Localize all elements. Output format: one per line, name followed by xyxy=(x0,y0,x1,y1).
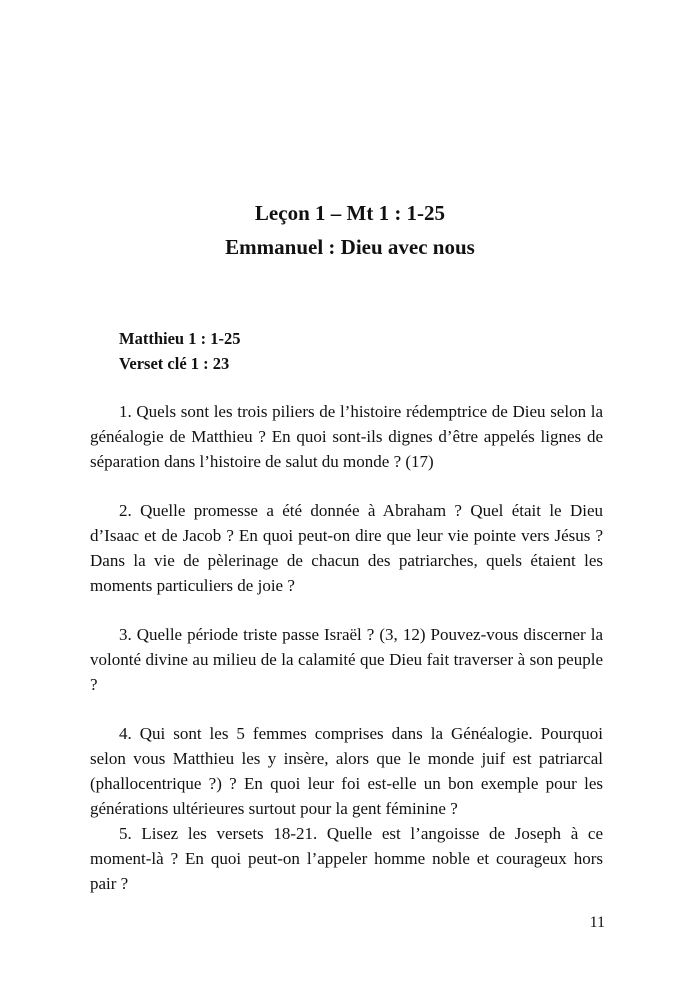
question-5: 5. Lisez les versets 18-21. Quelle est l’angoisse de Joseph à ce moment-là ? En quoi peut-on l’appeler homme noble et courageux hors pair ? xyxy=(90,824,603,893)
lesson-heading xyxy=(0,196,700,264)
question-4: 4. Qui sont les 5 femmes comprises dans la Généalogie. Pourquoi selon vous Matthieu les y insère, alors que le monde juif est patriarcal (phallocentrique ?) ? En quoi leur foi est-elle un bon exemple pour les générations ultérieures surtout pour la gent féminine ? xyxy=(90,724,603,818)
key-verse-reference: Verset clé 1 : 23 xyxy=(119,354,230,373)
question-2: 2. Quelle promesse a été donnée à Abraham ? Quel était le Dieu d’Isaac et de Jacob ? En quoi peut-on dire que leur vie pointe vers Jésus ? Dans la vie de pèlerinage de chacun des patriarches, quels étaient les moments particuliers de joie ? xyxy=(90,501,603,595)
page-number: 11 xyxy=(589,914,605,931)
question-3: 3. Quelle période triste passe Israël ? (3, 12) Pouvez-vous discerner la volonté divine au milieu de la calamité que Dieu fait traverser à son peuple ? xyxy=(90,625,603,694)
lesson-subtitle: Emmanuel : Dieu avec nous xyxy=(225,235,475,259)
lesson-title: Leçon 1 – Mt 1 : 1-25 xyxy=(254,201,446,225)
question-1: 1. Quels sont les trois piliers de l’histoire rédemptrice de Dieu selon la généalogie de Matthieu ? En quoi sont-ils dignes d’être appelés lignes de séparation dans l’histoire de salut du monde ? (17) xyxy=(90,402,603,471)
passage-reference: Matthieu 1 : 1-25 xyxy=(119,329,241,348)
scripture-references xyxy=(119,326,240,376)
question-list xyxy=(90,399,603,896)
